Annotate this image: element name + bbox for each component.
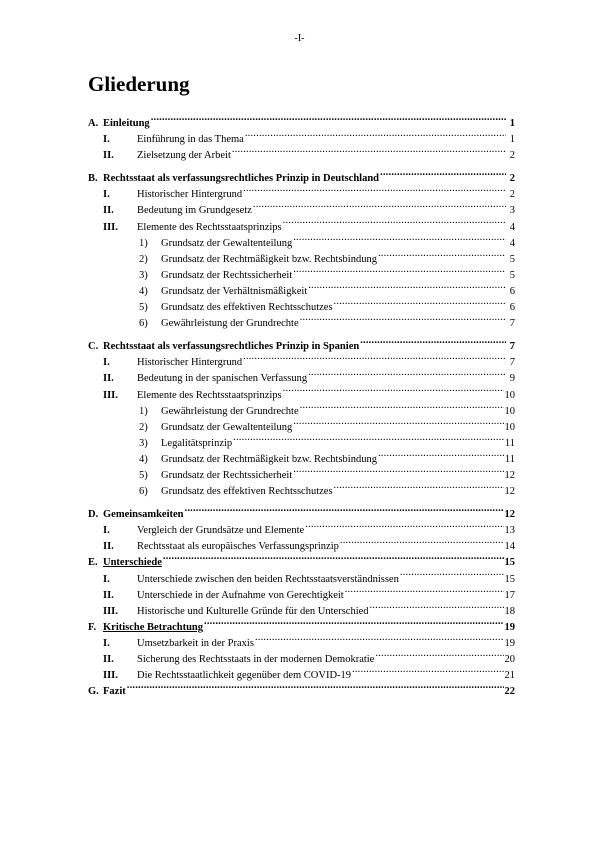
toc-entry-page: 22 xyxy=(504,686,515,698)
toc-entry-number: II. xyxy=(103,589,114,601)
toc-entry-number: II. xyxy=(103,205,114,217)
toc-entry-page: 10 xyxy=(504,421,515,433)
toc-entry-page: 21 xyxy=(504,670,515,682)
toc-entry-title: Unterschiede xyxy=(103,557,162,569)
toc-dot-leader xyxy=(308,280,506,294)
toc-dot-leader xyxy=(243,183,506,197)
toc-entry-title: Unterschiede in der Aufnahme von Gerechtigkeit xyxy=(137,589,344,601)
page-title: Gliederung xyxy=(88,72,190,96)
toc-entry-number: 1) xyxy=(139,237,148,249)
toc-dot-leader xyxy=(305,519,503,533)
toc-entry-number: C. xyxy=(88,341,99,353)
toc-entry-page: 12 xyxy=(504,469,515,481)
toc-entry-number: E. xyxy=(88,557,98,569)
toc-entry[interactable] xyxy=(88,503,515,519)
toc-entry-number: 2) xyxy=(139,253,148,265)
toc-entry-page: 15 xyxy=(504,557,515,569)
toc-entry-page: 2 xyxy=(509,173,515,185)
toc-dot-leader xyxy=(300,312,506,326)
toc-entry-title: Elemente des Rechtsstaatsprinzips xyxy=(137,389,282,401)
toc-entry-number: III. xyxy=(103,670,118,682)
toc-dot-leader xyxy=(293,464,503,478)
toc-dot-leader xyxy=(375,648,503,662)
toc-dot-leader xyxy=(253,199,506,213)
toc-entry[interactable] xyxy=(88,112,515,128)
toc-entry-number: I. xyxy=(103,573,110,585)
toc-entry-page: 12 xyxy=(504,509,515,521)
toc-entry-page: 15 xyxy=(504,573,515,585)
toc-entry-title: Einführung in das Thema xyxy=(137,134,244,146)
toc-dot-leader xyxy=(255,632,504,646)
toc-dot-leader xyxy=(163,551,504,565)
toc-entry-title: Vergleich der Grundsätze und Elemente xyxy=(137,525,305,537)
toc-dot-leader xyxy=(293,264,506,278)
toc-entry-page: 7 xyxy=(509,318,515,330)
toc-entry-title: Grundsatz des effektiven Rechtsschutzes xyxy=(161,486,333,498)
toc-entry-title: Gewährleistung der Grundrechte xyxy=(161,318,299,330)
toc-entry-page: 1 xyxy=(509,118,515,129)
toc-entry-page: 12 xyxy=(504,486,515,498)
toc-entry-title: Grundsatz der Rechtssicherheit xyxy=(161,269,293,281)
toc-dot-leader xyxy=(204,616,503,630)
toc-dot-leader xyxy=(185,503,504,517)
toc-entry-number: B. xyxy=(88,173,98,185)
toc-entry-title: Grundsatz der Rechtssicherheit xyxy=(161,469,293,481)
toc-entry-number: F. xyxy=(88,621,97,633)
toc-entry[interactable] xyxy=(88,167,515,183)
toc-entry-number: I. xyxy=(103,189,110,201)
toc-entry-page: 2 xyxy=(509,150,515,162)
toc-entry-page: 19 xyxy=(504,621,515,633)
toc-entry-number: G. xyxy=(88,686,99,698)
toc-dot-leader xyxy=(352,664,503,678)
toc-dot-leader xyxy=(345,584,504,598)
toc-entry-title: Historische und Kulturelle Gründe für den Unterschied xyxy=(137,605,369,617)
toc-entry-page: 10 xyxy=(504,389,515,401)
toc-entry-title: Grundsatz des effektiven Rechtsschutzes xyxy=(161,302,333,314)
toc-entry-number: II. xyxy=(103,541,114,553)
toc-dot-leader xyxy=(243,351,506,365)
toc-entry-page: 5 xyxy=(509,253,515,265)
toc-entry-page: 18 xyxy=(504,605,515,617)
toc-entry-page: 17 xyxy=(504,589,515,601)
toc-entry-page: 13 xyxy=(504,525,515,537)
toc-dot-leader xyxy=(334,296,506,310)
toc-entry-number: II. xyxy=(103,373,114,385)
toc-entry-title: Historischer Hintergrund xyxy=(137,357,243,369)
toc-entry-number: III. xyxy=(103,221,118,233)
toc-entry[interactable] xyxy=(88,128,515,144)
toc-dot-leader xyxy=(308,367,506,381)
toc-entry-title: Grundsatz der Verhältnismäßigkeit xyxy=(161,285,308,297)
toc-entry-page: 4 xyxy=(509,237,515,249)
toc-entry-title: Gemeinsamkeiten xyxy=(103,509,184,521)
toc-entry-title: Gewährleistung der Grundrechte xyxy=(161,405,299,417)
toc-entry-page: 19 xyxy=(504,637,515,649)
toc-entry-number: III. xyxy=(103,605,118,617)
toc-entry-number: 3) xyxy=(139,437,148,449)
toc-entry-number: 6) xyxy=(139,486,148,498)
toc-entry[interactable] xyxy=(88,335,515,351)
toc-entry-title: Grundsatz der Rechtmäßigkeit bzw. Rechtsbindung xyxy=(161,453,377,465)
toc-entry-page: 20 xyxy=(504,654,515,665)
toc-entry-title: Fazit xyxy=(103,686,126,698)
toc-entry-number: 4) xyxy=(139,453,148,465)
toc-entry-title: Kritische Betrachtung xyxy=(103,621,204,633)
toc-entry-page: 3 xyxy=(509,205,515,217)
toc-entry-number: 3) xyxy=(139,269,148,281)
toc-entry-title: Umsetzbarkeit in der Praxis xyxy=(137,637,254,649)
toc-entry-page: 1 xyxy=(509,134,515,146)
toc-entry-page: 10 xyxy=(504,405,515,417)
toc-entry-number: 2) xyxy=(139,421,148,433)
toc-dot-leader xyxy=(293,232,506,246)
toc-entry-page: 4 xyxy=(509,221,515,233)
toc-dot-leader xyxy=(283,216,506,230)
toc-entry-number: II. xyxy=(103,150,114,162)
table-of-contents xyxy=(88,112,515,696)
toc-entry-title: Grundsatz der Rechtmäßigkeit bzw. Rechtsbindung xyxy=(161,253,377,265)
toc-entry-title: Zielsetzung der Arbeit xyxy=(137,150,231,162)
toc-entry-page: 6 xyxy=(509,285,515,297)
toc-entry-title: Legalitätsprinzip xyxy=(161,437,233,449)
toc-entry-title: Historischer Hintergrund xyxy=(137,189,243,201)
toc-entry-number: II. xyxy=(103,654,114,665)
toc-entry-title: Einleitung xyxy=(103,118,150,129)
toc-dot-leader xyxy=(400,568,504,582)
toc-entry-title: Sicherung des Rechtsstaats in der modernen Demokratie xyxy=(137,654,375,665)
toc-entry-number: A. xyxy=(88,118,99,129)
toc-entry-title: Rechtsstaat als verfassungsrechtliches Prinzip in Deutschland xyxy=(103,173,380,185)
toc-entry-number: 1) xyxy=(139,405,148,417)
toc-dot-leader xyxy=(151,112,506,126)
toc-entry-title: Rechtsstaat als verfassungsrechtliches Prinzip in Spanien xyxy=(103,341,360,353)
toc-dot-leader xyxy=(293,416,503,430)
toc-entry-page: 6 xyxy=(509,302,515,314)
toc-entry-number: 5) xyxy=(139,469,148,481)
toc-entry-title: Grundsatz der Gewaltenteilung xyxy=(161,421,293,433)
toc-entry-number: I. xyxy=(103,637,110,649)
toc-entry-number: 4) xyxy=(139,285,148,297)
toc-dot-leader xyxy=(340,535,504,549)
toc-entry-number: 5) xyxy=(139,302,148,314)
toc-dot-leader xyxy=(370,600,504,614)
toc-entry-number: 6) xyxy=(139,318,148,330)
toc-entry-title: Elemente des Rechtsstaatsprinzips xyxy=(137,221,282,233)
toc-dot-leader xyxy=(380,167,506,181)
toc-entry-number: I. xyxy=(103,357,110,369)
toc-entry-page: 5 xyxy=(509,269,515,281)
toc-entry-page: 7 xyxy=(509,341,515,353)
toc-entry-page: 2 xyxy=(509,189,515,201)
toc-entry-title: Rechtsstaat als europäisches Verfassungsprinzip xyxy=(137,541,339,553)
toc-dot-leader xyxy=(300,400,504,414)
toc-entry-page: 7 xyxy=(509,357,515,369)
toc-entry-title: Die Rechtsstaatlichkeit gegenüber dem COVID-19 xyxy=(137,670,352,682)
toc-dot-leader xyxy=(334,480,504,494)
toc-entry-title: Grundsatz der Gewaltenteilung xyxy=(161,237,293,249)
toc-entry-number: D. xyxy=(88,509,99,521)
toc-entry-number: I. xyxy=(103,134,110,146)
toc-dot-leader xyxy=(232,144,506,158)
toc-dot-leader xyxy=(245,128,506,142)
toc-entry-page: 11 xyxy=(504,437,515,449)
toc-entry-number: I. xyxy=(103,525,110,537)
toc-entry-title: Bedeutung im Grundgesetz xyxy=(137,205,252,217)
toc-entry-title: Bedeutung in der spanischen Verfassung xyxy=(137,373,308,385)
toc-dot-leader xyxy=(378,448,504,462)
toc-entry-title: Unterschiede zwischen den beiden Rechtsstaatsverständnissen xyxy=(137,573,399,585)
page-number: -I- xyxy=(294,33,305,44)
toc-dot-leader xyxy=(378,248,506,262)
toc-dot-leader xyxy=(127,680,504,694)
toc-entry-page: 9 xyxy=(509,373,515,385)
toc-dot-leader xyxy=(283,384,504,398)
toc-dot-leader xyxy=(233,432,504,446)
toc-entry-page: 11 xyxy=(504,453,515,465)
toc-dot-leader xyxy=(360,335,506,349)
toc-entry[interactable] xyxy=(88,680,515,696)
toc-entry-page: 14 xyxy=(504,541,515,553)
toc-entry-number: III. xyxy=(103,389,118,401)
